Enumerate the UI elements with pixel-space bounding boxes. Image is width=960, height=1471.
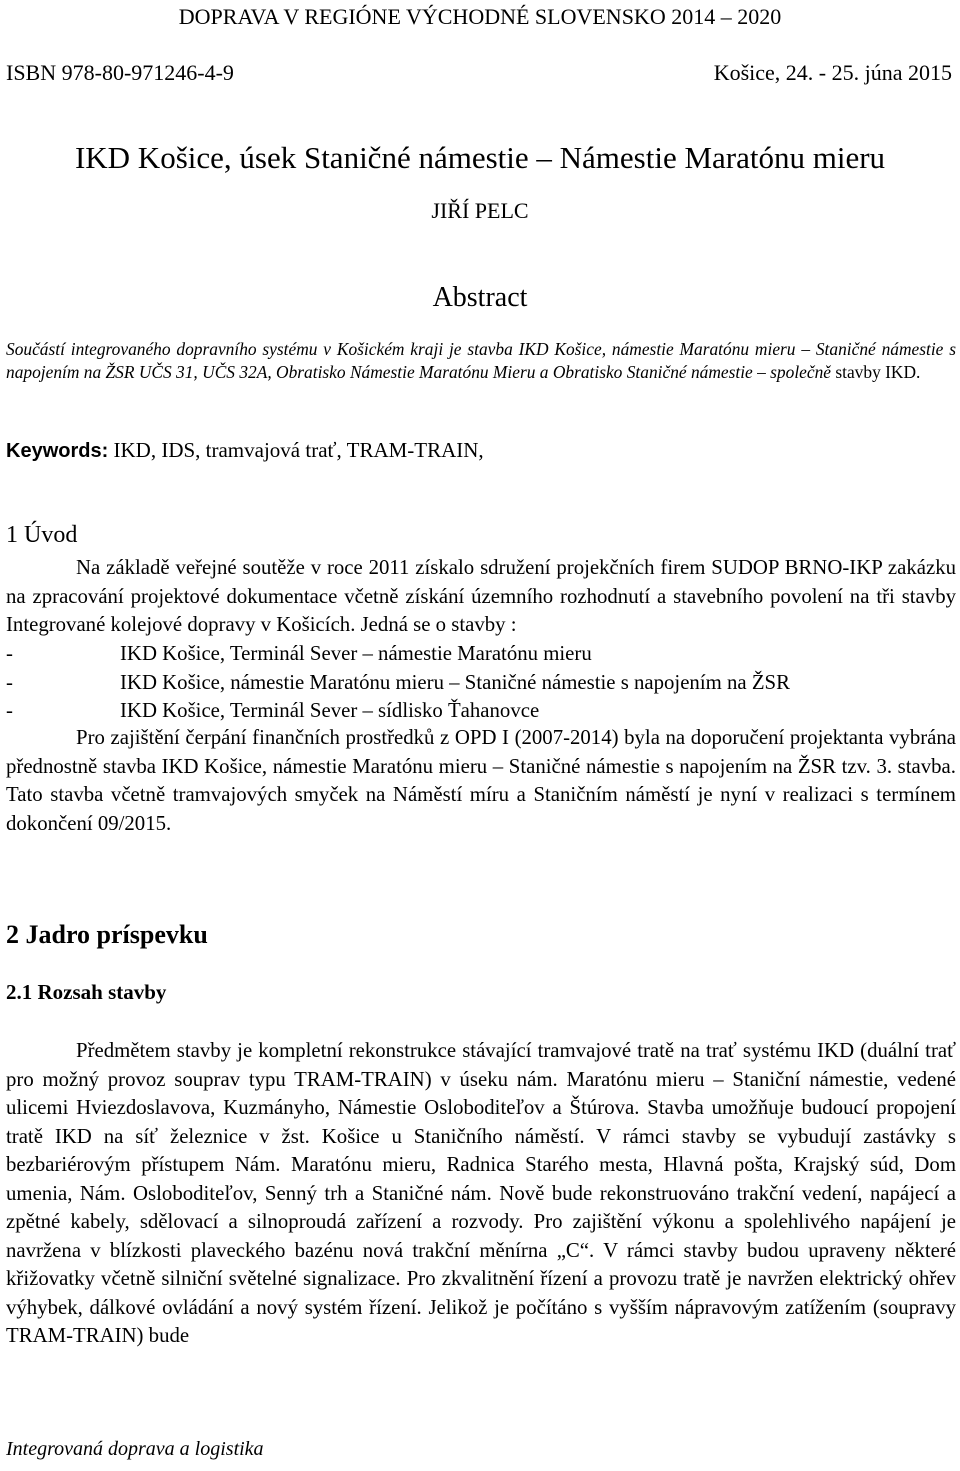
abstract-heading: Abstract bbox=[432, 282, 528, 313]
list-item-text: IKD Košice, Terminál Sever – sídlisko Ťahanovce bbox=[120, 699, 540, 722]
conference-header: DOPRAVA V REGIÓNE VÝCHODNÉ SLOVENSKO 2014 – 2020 bbox=[178, 4, 782, 29]
paragraph-text: Předmětem stavby je kompletní rekonstrukce stávající tramvajové tratě na trať systému IKD (duální trať pro možný provoz souprav typu TRAM-TRAIN) v úseku nám. Maratónu mieru – Staniční námestie, vedené ulicemi Hviezdoslavova, Kuzmányho, Námestie Osloboditeľov a Štúrova. Stavba umožňuje budoucí propojení tratě IKD na síť železnice v žst. Košice u Staničního náměstí. V rámci stavby se vybudují zastávky s bezbariérovým přístupem Nám. Maratónu mieru, Radnica Starého mesta, Hlavná pošta, Krajský súd, Dom umenia, Nám. Osloboditeľov, Senný trh a Staničné nám. Nově bude rekonstruováno trakční vedení, napájecí a zpětné kabely, sdělovací a silnoproudá zařízení a rozvody. Pro zajištění výkonu a spolehlivého napájení je navržena v blízkosti plaveckého bazénu nová trakční měnírna „C“. V rámci stavby budou upraveny některé křižovatky včetně silniční světelné signalizace. Pro zkvalitnění řízení a provozu tratě je navržen elektrický ohřev výhybek, dálkové ovládání a nový systém řízení. Jelikož je počítáno s vyšším nápravovým zatížením (soupravy TRAM-TRAIN) bude bbox=[6, 1039, 956, 1347]
paper-title: IKD Košice, úsek Staničné námestie – Námestie Maratónu mieru bbox=[74, 140, 886, 175]
paragraph-text: Na základě veřejné soutěže v roce 2011 získalo sdružení projekčních firem SUDOP BRNO-IKP zakázku na zpracování projektové dokumentace včetně získání územního rozhodnutí a stavebního povolení na tři stavby Integrované kolejové dopravy v Košicích. Jedná se o stavby : bbox=[6, 556, 956, 636]
list-item-text: IKD Košice, námestie Maratónu mieru – Staničné námestie s napojením na ŽSR bbox=[120, 670, 790, 694]
keywords-label: Keywords: bbox=[6, 440, 109, 462]
list-dash: - bbox=[6, 642, 13, 665]
author: JIŘÍ PELC bbox=[431, 198, 529, 223]
keywords bbox=[6, 438, 484, 463]
list-item-text: IKD Košice, Terminál Sever – námestie Maratónu mieru bbox=[120, 642, 592, 665]
list-dash: - bbox=[6, 670, 13, 694]
section-1-heading: 1 Úvod bbox=[6, 522, 78, 548]
list-dash: - bbox=[6, 699, 13, 722]
abstract-text bbox=[6, 338, 956, 384]
section-1-paragraph-1 bbox=[6, 554, 956, 640]
building-list bbox=[6, 640, 956, 726]
journal-footer: Integrovaná doprava a logistika bbox=[6, 1438, 264, 1460]
section-2-heading: 2 Jadro príspevku bbox=[6, 920, 208, 949]
abstract-italic: Součástí integrovaného dopravního systému v Košickém kraji je stavba IKD Košice, námestie Maratónu mieru – Staničné námestie s napojením na ŽSR UČS 31, UČS 32A, Obratisko Námestie Maratónu Mieru a Obratisko Staničné námestie – společně bbox=[6, 339, 956, 382]
abstract-tail: stavby IKD. bbox=[831, 362, 921, 382]
keywords-value: IKD, IDS, tramvajová trať, TRAM-TRAIN, bbox=[113, 438, 484, 462]
list-item bbox=[6, 697, 956, 726]
section-2-paragraph bbox=[6, 1037, 956, 1351]
section-1-paragraph-2 bbox=[6, 724, 956, 838]
paragraph-text: Pro zajištění čerpání finančních prostředků z OPD I (2007-2014) byla na doporučení projektanta vybrána přednostně stavba IKD Košice, námestie Maratónu mieru – Staničné námestie s napojením na ŽSR tzv. 3. stavba. Tato stavba včetně tramvajových smyček na Náměstí míru a Staničním náměstí je nyní v realizaci s termínem dokončení 09/2015. bbox=[6, 726, 956, 835]
subsection-2-1-heading: 2.1 Rozsah stavby bbox=[6, 980, 167, 1004]
isbn: ISBN 978-80-971246-4-9 bbox=[6, 60, 234, 85]
list-item bbox=[6, 640, 956, 669]
conference-date: Košice, 24. - 25. júna 2015 bbox=[713, 60, 952, 85]
list-item bbox=[6, 669, 956, 698]
